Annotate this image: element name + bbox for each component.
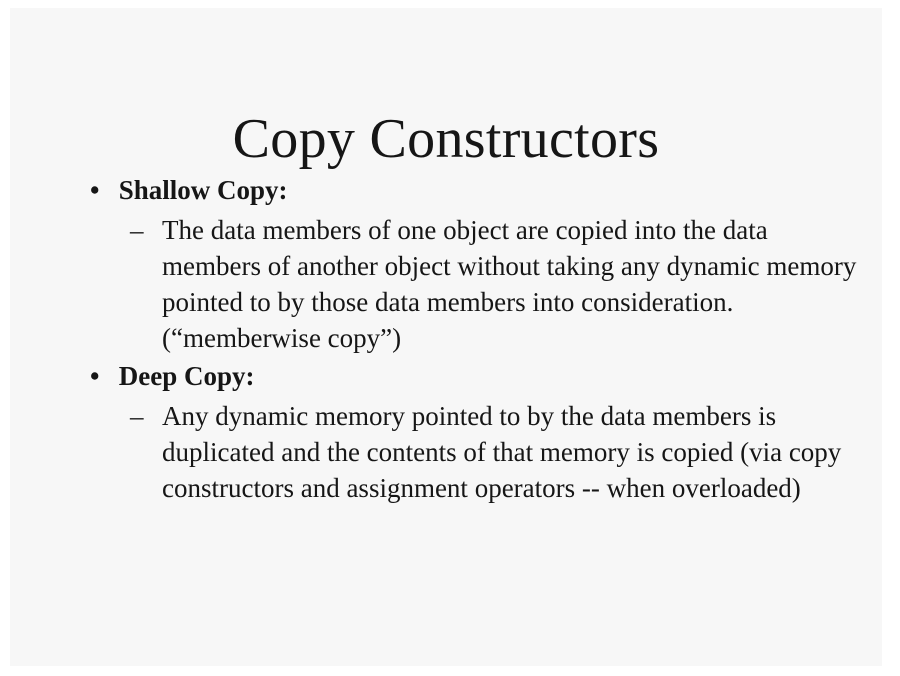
sub-bullet-text: The data members of one object are copied into the data members of another object without taking any dynamic memory pointed to by those data members into consideration. (“memberwise copy”) (162, 215, 857, 353)
sub-bullet-marker: – (130, 215, 144, 245)
bullet-deep-copy (90, 360, 255, 392)
bullet-heading: Shallow Copy: (118, 175, 288, 205)
bullet-marker: • (90, 361, 100, 391)
sub-bullet-shallow-copy (130, 212, 860, 362)
sub-bullet-text: Any dynamic memory pointed to by the data members is duplicated and the contents of that memory is copied (via copy constructors and assignment operators -- when overloaded) (162, 401, 842, 503)
sub-bullet-deep-copy (130, 398, 860, 548)
sub-bullet-marker: – (130, 401, 144, 431)
slide-title: Copy Constructors (232, 108, 660, 170)
slide (10, 8, 882, 666)
bullet-heading: Deep Copy: (118, 361, 255, 391)
bullet-shallow-copy (90, 174, 288, 206)
bullet-marker: • (90, 175, 100, 205)
